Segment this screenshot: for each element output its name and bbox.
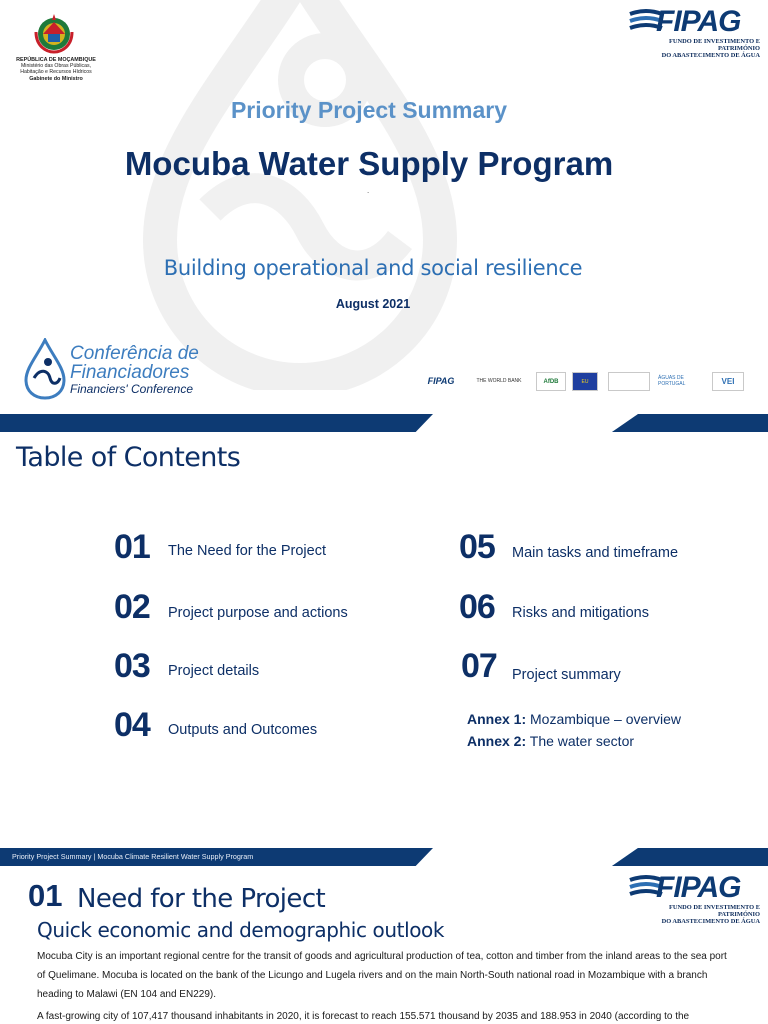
toc-slide — [0, 432, 768, 832]
toc-num-05: 05 — [459, 528, 495, 566]
cover-dot: . — [367, 186, 370, 195]
conference-subtitle: Financiers' Conference — [70, 382, 194, 396]
fipag-logo — [628, 5, 762, 59]
mozambique-emblem-icon — [30, 12, 78, 56]
toc-num-03: 03 — [114, 647, 150, 685]
toc-item-06[interactable]: Risks and mitigations — [512, 605, 649, 621]
annex-1-label: Annex 1: — [467, 711, 527, 727]
toc-item-04[interactable]: Outputs and Outcomes — [168, 722, 318, 738]
fipag-tagline-p3-2: DO ABASTECIMENTO DE ÁGUA — [661, 918, 760, 925]
cover-title: Mocuba Water Supply Program — [124, 145, 614, 182]
partner-aguas-portugal: ÁGUAS DE PORTUGAL — [658, 372, 704, 389]
annex-2-text: The water sector — [526, 733, 635, 749]
fipag-logo-p3 — [628, 871, 762, 925]
paragraph-1: Mocuba City is an important regional centre for the transit of goods and agricultural production of tea, cotton and timber from the inland areas to the sea port of Quelimane. Mocuba is located on the bank of the Licungo and Lugela rivers and on the main North-South national road in Mozambique with a branch heading to Malawi (EN 104 and EN229). — [37, 951, 727, 1000]
conference-title-2: Financiadores — [70, 362, 190, 383]
toc-num-04: 04 — [114, 706, 150, 744]
water-drop-watermark — [120, 0, 480, 390]
fipag-tagline-1: FUNDO DE INVESTIMENTO E PATRIMÓNIO — [669, 38, 760, 52]
toc-num-01: 01 — [114, 528, 150, 566]
conference-drop-icon — [22, 338, 68, 400]
toc-item-02[interactable]: Project purpose and actions — [168, 605, 348, 621]
gov-ministry-1: Ministério das Obras Públicas, — [20, 63, 92, 70]
partner-vei: VEI — [712, 372, 744, 391]
need-for-project-slide — [0, 832, 768, 1024]
cover-subtitle: Priority Project Summary — [230, 97, 508, 123]
partner-afdb: AfDB — [536, 372, 566, 391]
fipag-wordmark: FIPAG — [656, 5, 741, 38]
cover-slide — [0, 0, 768, 432]
partner-box — [608, 372, 650, 391]
header-band-text: Priority Project Summary | Mocuba Climate Resilient Water Supply Program — [12, 852, 254, 861]
fipag-tagline-2: DO ABASTECIMENTO DE ÁGUA — [661, 52, 760, 59]
annex-1-text: Mozambique – overview — [526, 711, 681, 727]
toc-title: Table of Contents — [16, 442, 241, 473]
toc-num-02: 02 — [114, 588, 150, 626]
toc-item-01[interactable]: The Need for the Project — [168, 543, 326, 559]
fipag-wordmark-p3: FIPAG — [656, 871, 741, 904]
gov-country: REPÚBLICA DE MOÇAMBIQUE — [16, 57, 96, 63]
toc-annex-1[interactable] — [467, 711, 681, 727]
fipag-tagline-p3-1: FUNDO DE INVESTIMENTO E PATRIMÓNIO — [669, 904, 760, 918]
partner-eu: EU — [572, 372, 598, 391]
section-number: 01 — [28, 878, 63, 913]
partner-world-bank: THE WORLD BANK — [470, 372, 528, 389]
partner-fipag: FIPAG — [420, 372, 462, 389]
toc-num-06: 06 — [459, 588, 495, 626]
footer-band — [0, 414, 433, 432]
toc-annex-2[interactable] — [467, 733, 634, 749]
cover-tagline: Building operational and social resilience — [163, 256, 583, 280]
gov-office: Gabinete do Ministro — [29, 75, 83, 82]
toc-item-07[interactable]: Project summary — [512, 667, 621, 683]
fipag-tagline-p3 — [628, 904, 760, 925]
toc-num-07: 07 — [461, 647, 497, 685]
fipag-tagline — [628, 38, 760, 59]
footer-accent-dark — [612, 414, 768, 432]
conference-title — [70, 344, 199, 382]
government-label — [6, 57, 106, 82]
conference-title-1: Conferência de — [70, 343, 199, 364]
partner-logos — [420, 372, 750, 396]
section-subtitle: Quick economic and demographic outlook — [37, 918, 445, 942]
header-accent-dark — [612, 848, 768, 866]
annex-2-label: Annex 2: — [467, 733, 527, 749]
gov-ministry-2: Habitação e Recursos Hídricos — [20, 69, 92, 76]
toc-item-05[interactable]: Main tasks and timeframe — [512, 545, 679, 561]
section-title: Need for the Project — [77, 884, 326, 914]
cover-date: August 2021 — [335, 297, 411, 311]
paragraph-2: A fast-growing city of 107,417 thousand inhabitants in 2020, it is forecast to reach 155.571 thousand by 2035 and 188.953 in 2040 (according to the — [37, 1011, 690, 1022]
toc-item-03[interactable]: Project details — [168, 663, 260, 679]
